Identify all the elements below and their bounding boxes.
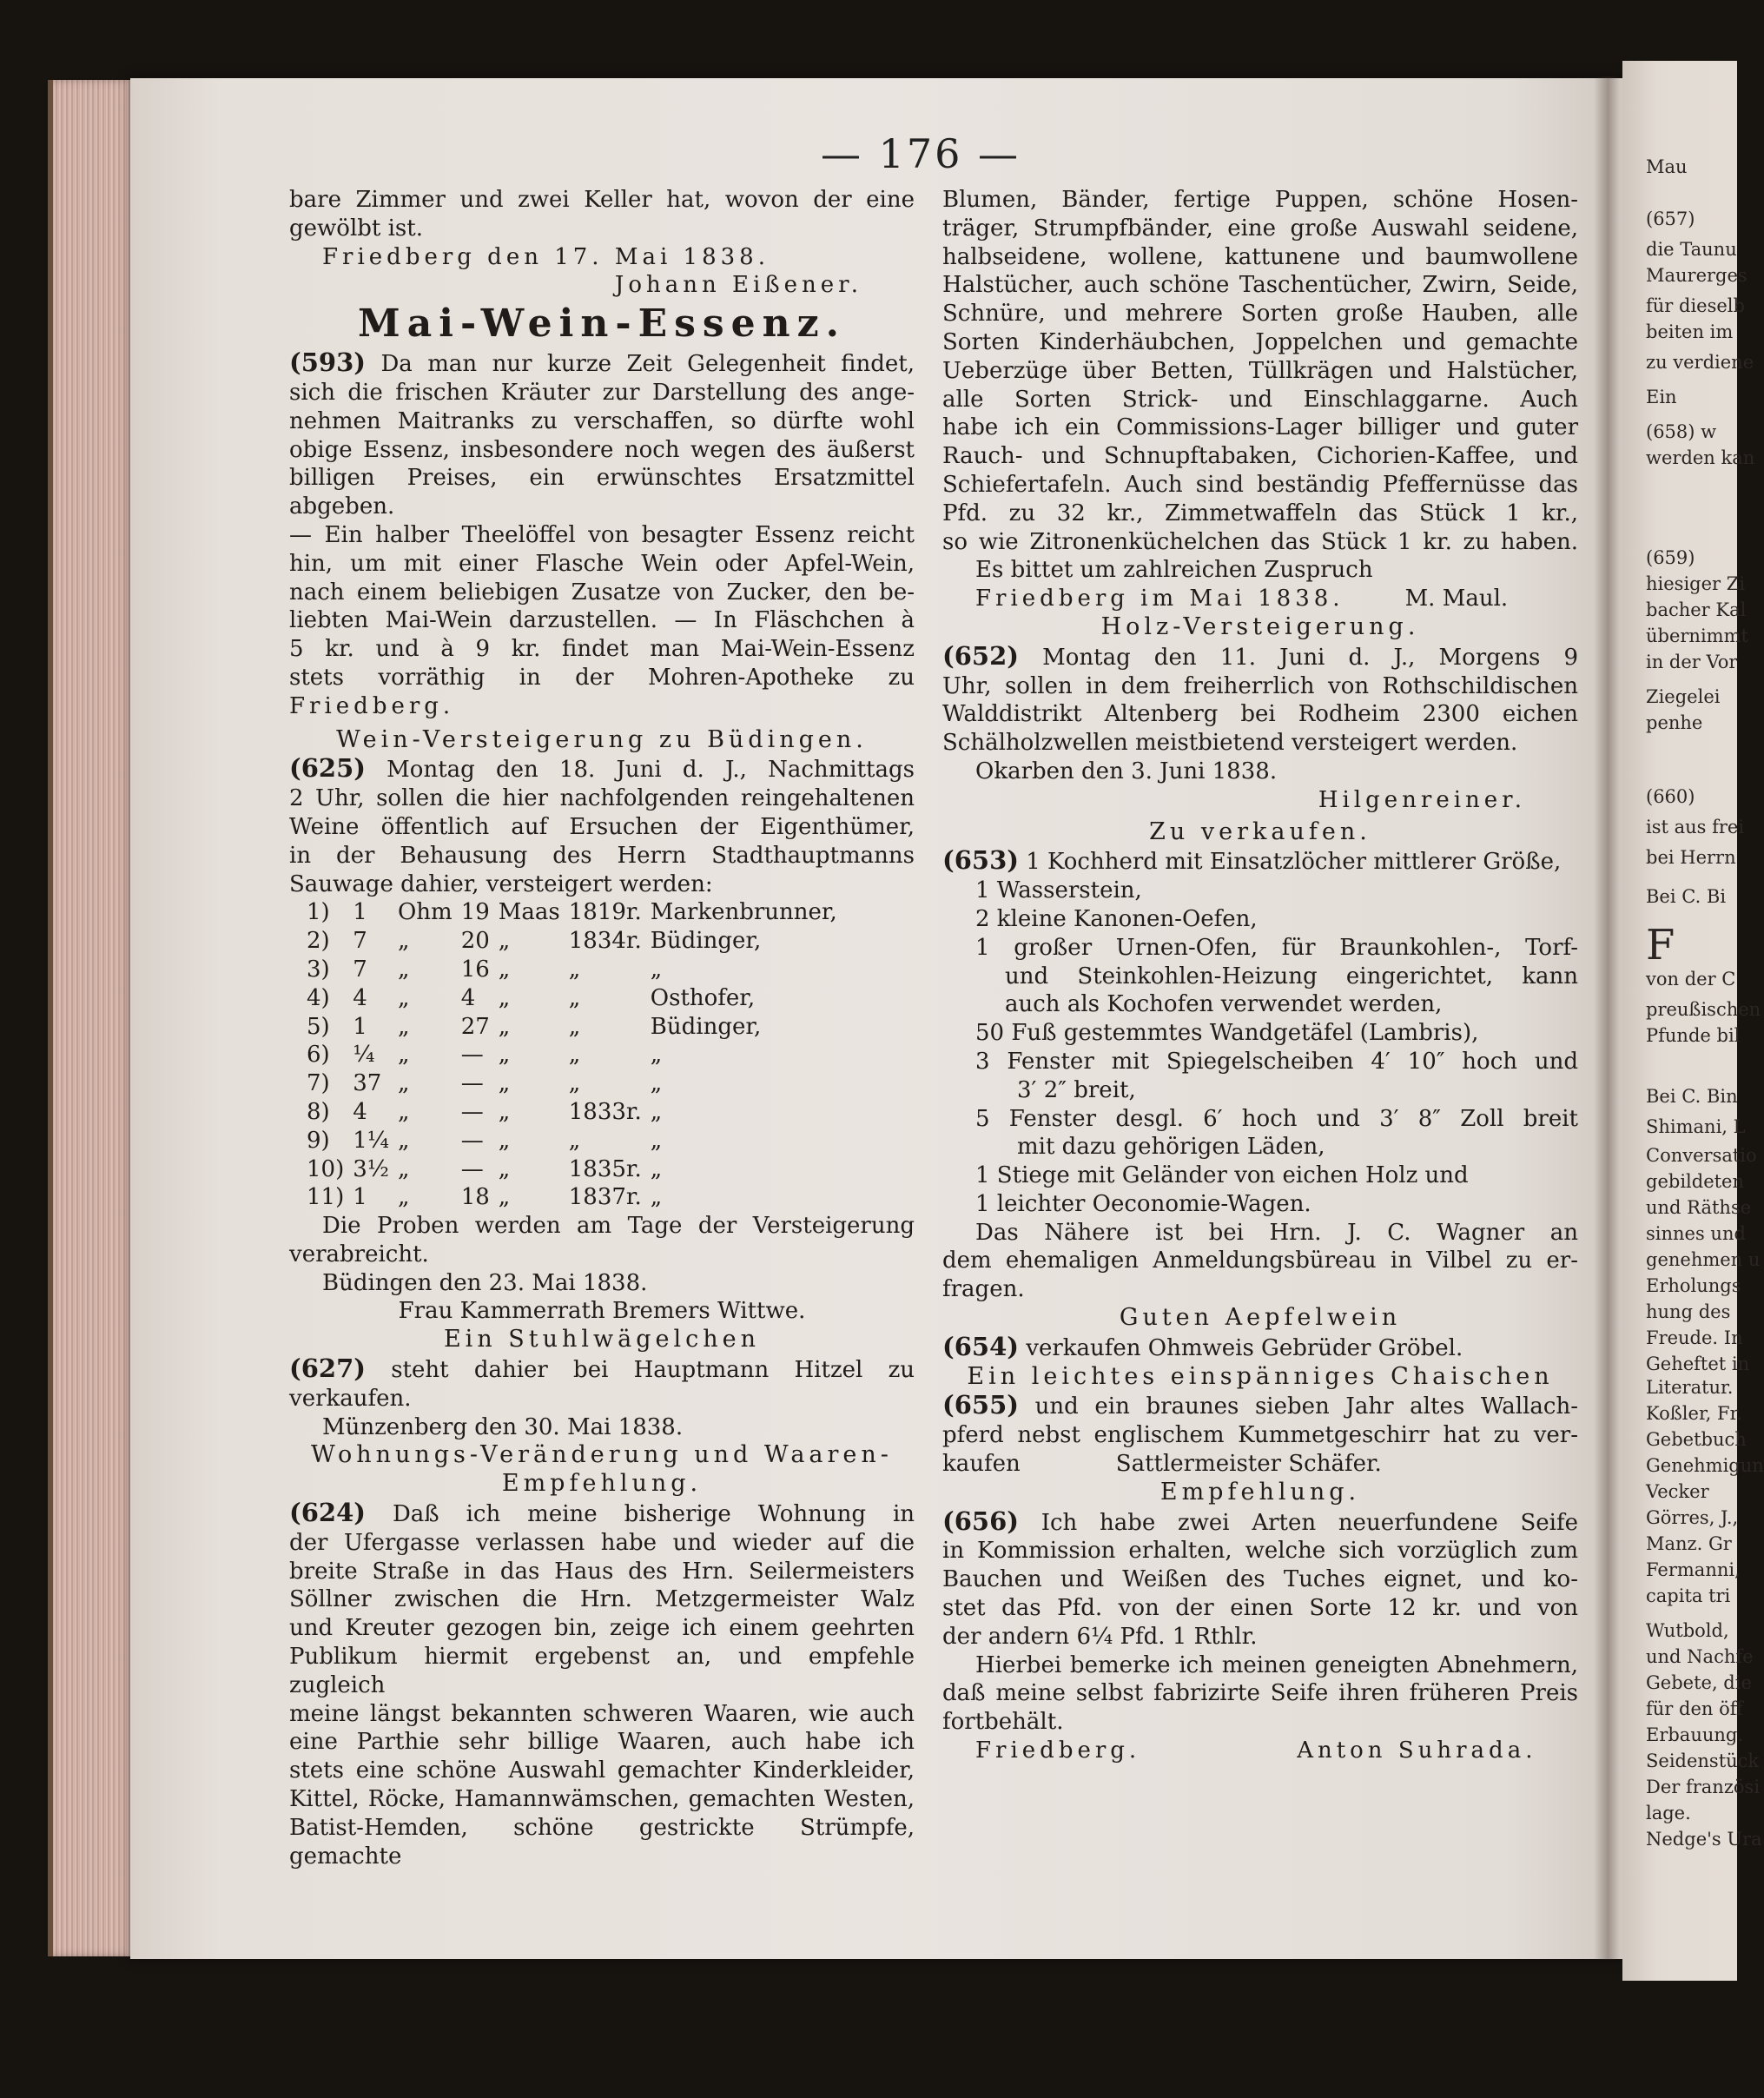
- adjacent-page-fragment: Nedge's Ura: [1646, 1829, 1762, 1850]
- text-line: habe ich ein Commissions-Lager billiger und guter: [942, 414, 1578, 441]
- wine-amount: 18: [460, 1184, 490, 1211]
- text-line: Sauwage dahier, versteigert werden:: [289, 870, 713, 897]
- adjacent-page-fragment: Seidenstück: [1646, 1751, 1760, 1771]
- list-item: 1 großer Urnen-Ofen, für Braunkohlen-, Torf-: [975, 934, 1578, 961]
- wine-unit: „: [397, 1013, 410, 1040]
- section-heading: Ein leichtes einspänniges Chaischen: [967, 1362, 1554, 1390]
- wine-no: 11): [307, 1184, 345, 1211]
- text-line: — Ein halber Theelöffel von besagter Essenz reicht: [289, 521, 915, 548]
- text-line: Es bittet um zahlreichen Zuspruch: [975, 557, 1373, 584]
- wine-year: „: [568, 1013, 581, 1040]
- adjacent-page-fragment: werden kan: [1646, 447, 1755, 468]
- adjacent-page-fragment: sinnes und: [1646, 1223, 1746, 1244]
- adjacent-page-fragment: Vecker: [1646, 1481, 1709, 1502]
- wine-name: Büdinger,: [650, 928, 762, 955]
- wine-unit: „: [397, 984, 410, 1011]
- adjacent-page-fragment: Ein: [1646, 387, 1677, 407]
- wine-amount: 27: [460, 1013, 490, 1040]
- wine-no: 10): [307, 1155, 345, 1182]
- adjacent-page-fragment: bei Herrn: [1646, 847, 1736, 868]
- text-line: (653) 1 Kochherd mit Einsatzlöcher mittlerer Größe,: [942, 845, 1562, 876]
- text-line: alle Sorten Strick- und Einschlaggarne. Auch: [942, 386, 1578, 413]
- text-line: Kittel, Röcke, Hamannwämschen, gemachten Westen,: [289, 1786, 915, 1813]
- signature: Johann Eißener.: [614, 272, 862, 299]
- list-item: auch als Kochofen verwendet werden,: [1005, 991, 1443, 1018]
- section-heading: Wein-Versteigerung zu Büdingen.: [336, 725, 868, 753]
- dateline: Münzenberg den 30. Mai 1838.: [322, 1413, 684, 1440]
- wine-year: 1819r.: [568, 899, 642, 926]
- text-line: Schälholzwellen meistbietend versteigert werden.: [942, 730, 1518, 757]
- adjacent-page-fragment: Fermanni,: [1646, 1559, 1741, 1580]
- adjacent-page-fragment: (659): [1646, 547, 1695, 568]
- section-heading: Zu verkaufen.: [1149, 817, 1371, 845]
- wine-name: „: [650, 1042, 663, 1069]
- text-line: (654) verkaufen Ohmweis Gebrüder Gröbel.: [942, 1331, 1463, 1361]
- wine-qty: ¼: [353, 1042, 375, 1069]
- dateline: Friedberg im Mai 1838.: [975, 586, 1344, 612]
- wine-qty: 7: [353, 956, 367, 983]
- wine-qty: 1: [353, 1184, 367, 1211]
- wine-unit2: „: [498, 928, 511, 955]
- adjacent-page-fragment: penhe: [1646, 712, 1703, 733]
- wine-unit: Ohm: [397, 899, 453, 926]
- wine-amount: —: [460, 1155, 484, 1182]
- text-line: halbseidene, wollene, kattunene und baumwollene: [942, 243, 1578, 270]
- wine-amount: —: [460, 1070, 484, 1097]
- text-line: Publikum hiermit ergebenst an, und empfehle zugleich: [289, 1644, 915, 1698]
- adjacent-page-fragment: Koßler, Fr.: [1646, 1403, 1742, 1424]
- text-line: stet das Pfd. von der einen Sorte 12 kr. und von: [942, 1595, 1578, 1622]
- wine-amount: 4: [460, 984, 476, 1011]
- text-line: nehmen Maitranks zu verschaffen, so dürfte wohl: [289, 407, 915, 434]
- text-line: 2 Uhr, sollen die hier nachfolgenden reingehaltenen: [289, 785, 915, 812]
- wine-year: „: [568, 984, 581, 1011]
- wine-no: 9): [307, 1127, 330, 1154]
- wine-unit2: „: [498, 1155, 511, 1182]
- adjacent-page-fragment: Bei C. Bi: [1646, 886, 1727, 907]
- wine-name: Osthofer,: [650, 984, 756, 1011]
- wine-name: „: [650, 956, 663, 983]
- adjacent-page-fragment: Görres, J.,: [1646, 1507, 1739, 1528]
- section-heading: Holz-Versteigerung.: [1100, 612, 1420, 640]
- text-line: der andern 6¼ Pfd. 1 Rthlr.: [942, 1623, 1258, 1650]
- right-column: [942, 186, 1578, 1765]
- wine-name: Markenbrunner,: [650, 899, 837, 926]
- text-line: Die Proben werden am Tage der Versteigerung: [322, 1213, 915, 1240]
- text-line: gewölbt ist.: [289, 215, 423, 242]
- wine-amount: 16: [460, 956, 490, 983]
- wine-unit: „: [397, 928, 410, 955]
- adjacent-page-fragment: für dieselb: [1646, 295, 1745, 316]
- signature: Hilgenreiner.: [1318, 786, 1526, 813]
- text-line: verabreicht.: [289, 1241, 429, 1267]
- adjacent-page-fragment: Shimani, L: [1646, 1116, 1746, 1137]
- text-line: sich die frischen Kräuter zur Darstellung des ange-: [289, 379, 915, 406]
- adjacent-page-fragment: Maurerges: [1646, 265, 1747, 286]
- ad-number: (593): [289, 347, 366, 378]
- adjacent-page-fragment: in der Vor: [1646, 652, 1738, 672]
- adjacent-page-fragment: beiten im: [1646, 321, 1734, 342]
- text-line: (625) Montag den 18. Juni d. J., Nachmittags: [289, 753, 915, 784]
- text-line: meine längst bekannten schweren Waaren, wie auch: [289, 1700, 915, 1727]
- text-line: (627) steht dahier bei Hauptmann Hitzel zu: [289, 1353, 915, 1384]
- text-line: liebten Mai-Wein darzustellen. — In Fläschchen à: [289, 607, 915, 634]
- text-line: Hierbei bemerke ich meinen geneigten Abnehmern,: [975, 1651, 1578, 1678]
- section-heading: Empfehlung.: [1159, 1478, 1361, 1506]
- adjacent-page-fragment: Pfunde bil: [1646, 1025, 1741, 1046]
- text-line: (656) Ich habe zwei Arten neuerfundene Seife: [942, 1506, 1579, 1536]
- adjacent-page-fragment: Der französi: [1646, 1777, 1761, 1797]
- wine-unit: „: [397, 1127, 410, 1154]
- wine-year: „: [568, 1127, 581, 1154]
- text-line: fortbehält.: [942, 1709, 1064, 1736]
- adjacent-page-fragment: von der C: [1646, 969, 1736, 989]
- wine-no: 7): [307, 1070, 330, 1097]
- wine-year: „: [568, 956, 581, 983]
- text-line: hin, um mit einer Flasche Wein oder Apfel-Wein,: [289, 550, 915, 577]
- text-line: stets eine schöne Auswahl gemachter Kinderkleider,: [289, 1757, 915, 1784]
- text-line: in der Behausung des Herrn Stadthauptmanns: [289, 842, 915, 869]
- ad-number: (625): [289, 753, 366, 784]
- wine-qty: 1: [353, 899, 367, 926]
- text-line: Weine öffentlich auf Ersuchen der Eigenthümer,: [289, 813, 915, 840]
- adjacent-page-fragment: capita tri: [1646, 1585, 1731, 1606]
- adjacent-page-fragment: hung des: [1646, 1301, 1731, 1322]
- wine-row: [307, 1041, 846, 1069]
- text-line: fragen.: [942, 1276, 1025, 1303]
- wine-name: „: [650, 1127, 663, 1154]
- text-line: (624) Daß ich meine bisherige Wohnung in: [289, 1498, 915, 1528]
- adjacent-page-fragment: hiesiger Zi: [1646, 573, 1746, 594]
- wine-row: [307, 1127, 846, 1155]
- wine-unit: „: [397, 1155, 410, 1182]
- wine-row: [307, 1155, 846, 1184]
- adjacent-page-fragment: genehmen u: [1646, 1249, 1761, 1270]
- text-line: billigen Preises, ein erwünschtes Ersatzmittel abgeben.: [289, 465, 915, 520]
- wine-unit: „: [397, 1042, 410, 1069]
- wine-qty: 4: [353, 984, 367, 1011]
- text-line: Ueberzüge über Betten, Tüllkrägen und Halstücher,: [942, 357, 1578, 384]
- text-line: daß meine selbst fabrizirte Seife ihren früheren Preis: [942, 1680, 1578, 1707]
- text-line: Halstücher, auch schöne Taschentücher, Zwirn, Seide,: [942, 272, 1578, 299]
- text-line: verkaufen.: [289, 1385, 412, 1412]
- adjacent-page-fragment: und Räthse: [1646, 1197, 1752, 1218]
- wine-name: Büdinger,: [650, 1013, 762, 1040]
- adjacent-page-fragment: übernimmt: [1646, 625, 1748, 646]
- wine-name: „: [650, 1155, 663, 1182]
- list-item: 1 leichter Oeconomie-Wagen.: [975, 1190, 1311, 1217]
- text-line: Friedberg.: [289, 692, 455, 719]
- ad-number: (624): [289, 1498, 366, 1528]
- ad-number: (653): [942, 845, 1019, 876]
- ad-number: (654): [942, 1331, 1019, 1361]
- list-item: 3′ 2″ breit,: [1017, 1076, 1136, 1103]
- left-column: [289, 186, 915, 1870]
- wine-no: 1): [307, 899, 330, 926]
- wine-year: 1835r.: [568, 1155, 642, 1182]
- wine-unit2: „: [498, 1042, 511, 1069]
- adjacent-page-fragment: bacher Kal: [1646, 599, 1747, 620]
- list-item: 3 Fenster mit Spiegelscheiben 4′ 10″ hoch und: [975, 1048, 1578, 1075]
- wine-no: 4): [307, 984, 330, 1011]
- wine-name: „: [650, 1070, 663, 1097]
- wine-unit2: „: [498, 1184, 511, 1211]
- text-line: Walddistrikt Altenberg bei Rodheim 2300 eichen: [942, 701, 1578, 728]
- text-line: (652) Montag den 11. Juni d. J., Morgens 9: [942, 640, 1578, 671]
- adjacent-page-fragment: Wutbold,: [1646, 1620, 1729, 1641]
- list-item: mit dazu gehörigen Läden,: [1017, 1134, 1325, 1161]
- ad-number: (656): [942, 1506, 1019, 1536]
- text-line: pferd nebst englischem Kummetgeschirr hat zu ver-: [942, 1422, 1578, 1449]
- adjacent-page-fragment: Manz. Gr: [1646, 1533, 1732, 1554]
- text-line: Blumen, Bänder, fertige Puppen, schöne Hosen-: [942, 187, 1578, 213]
- wine-row: [307, 1183, 846, 1212]
- wine-year: 1833r.: [568, 1098, 642, 1125]
- adjacent-page-fragment: (658) w: [1646, 421, 1717, 442]
- wine-qty: 1: [353, 1013, 367, 1040]
- text-line: kaufen Sattlermeister Schäfer.: [942, 1451, 1382, 1478]
- text-line: bare Zimmer und zwei Keller hat, wovon der eine: [289, 187, 915, 213]
- text-line: Söllner zwischen die Hrn. Metzgermeister Walz: [289, 1586, 915, 1613]
- signature: M. Maul.: [1404, 586, 1509, 612]
- dateline: Friedberg den 17. Mai 1838.: [322, 243, 770, 270]
- wine-unit2: „: [498, 1070, 511, 1097]
- ad-number: (655): [942, 1390, 1019, 1420]
- wine-unit: „: [397, 956, 410, 983]
- adjacent-page-fragment: zu verdiene: [1646, 352, 1754, 373]
- wine-row: [307, 898, 846, 927]
- adjacent-page-fragment: Literatur.: [1646, 1377, 1734, 1398]
- wine-year: 1837r.: [568, 1184, 642, 1211]
- wine-unit2: „: [498, 1098, 511, 1125]
- adjacent-page-fragment: Bei C. Bin: [1646, 1086, 1738, 1107]
- section-heading: Guten Aepfelwein: [1119, 1304, 1402, 1332]
- text-line: stets vorräthig in der Mohren-Apotheke zu: [289, 664, 915, 691]
- wine-qty: 4: [353, 1098, 367, 1125]
- wine-unit: „: [397, 1098, 410, 1125]
- wine-unit2: „: [498, 1013, 511, 1040]
- text-line: nach einem beliebigen Zusatze von Zucker, den be-: [289, 579, 915, 606]
- text-line: Bauchen und Weißen des Tuches eignet, und ko-: [942, 1566, 1578, 1593]
- dateline-row: [942, 585, 1578, 613]
- list-item: 1 Stiege mit Geländer von eichen Holz und: [975, 1162, 1469, 1189]
- wine-no: 5): [307, 1013, 330, 1040]
- wine-year: 1834r.: [568, 928, 642, 955]
- text-line: träger, Strumpfbänder, eine große Auswahl seidene,: [942, 215, 1578, 242]
- text-line: Batist-Hemden, schöne gestrickte Strümpfe, gemachte: [289, 1814, 915, 1870]
- wine-no: 6): [307, 1042, 330, 1069]
- wine-amount: 19: [460, 899, 490, 926]
- adjacent-page-fragment: für den öff: [1646, 1698, 1743, 1719]
- text-line: obige Essenz, insbesondere noch wegen des äußerst: [289, 436, 915, 463]
- adjacent-page-fragment: (660): [1646, 786, 1695, 807]
- dateline-row: [942, 1737, 1578, 1765]
- wine-qty: 7: [353, 928, 367, 955]
- text-line: Schiefertafeln. Auch sind beständig Pfeffernüsse das: [942, 471, 1578, 498]
- wine-no: 3): [307, 956, 330, 983]
- text-line: (593) Da man nur kurze Zeit Gelegenheit findet,: [289, 347, 915, 378]
- adjacent-page-fragment: Mau: [1646, 156, 1688, 177]
- adjacent-page-fragment: Gebete, die: [1646, 1672, 1752, 1693]
- dateline: Okarben den 3. Juni 1838.: [975, 758, 1278, 784]
- text-line: Rauch- und Schnupftabaken, Cichorien-Kaffee, und: [942, 443, 1578, 470]
- adjacent-page-fragment: Gebetbuch: [1646, 1429, 1747, 1450]
- ad-number: (627): [289, 1353, 366, 1384]
- section-heading: Ein Stuhlwägelchen: [443, 1326, 761, 1353]
- signature: Frau Kammerrath Bremers Wittwe.: [398, 1298, 806, 1325]
- text-line: eine Parthie sehr billige Waaren, auch habe ich: [289, 1729, 915, 1756]
- wine-year: „: [568, 1042, 581, 1069]
- section-heading: Wohnungs-Veränderung und Waaren-: [311, 1441, 893, 1469]
- wine-qty: 3½: [353, 1155, 389, 1182]
- adjacent-page-fragment: die Taunu: [1646, 239, 1737, 260]
- text-line: der Ufergasse verlassen habe und wieder auf die: [289, 1529, 915, 1556]
- wine-unit: „: [397, 1184, 410, 1211]
- adjacent-page-fragment: Ziegelei: [1646, 686, 1721, 707]
- page-edges: [48, 80, 140, 1956]
- dateline: Büdingen den 23. Mai 1838.: [322, 1269, 648, 1296]
- wine-qty: 37: [353, 1070, 382, 1097]
- text-line: Pfd. zu 32 kr., Zimmetwaffeln das Stück 1 kr.,: [942, 500, 1578, 526]
- text-line: so wie Zitronenküchelchen das Stück 1 kr. zu haben.: [942, 528, 1578, 555]
- list-item: 2 kleine Kanonen-Oefen,: [975, 905, 1258, 932]
- adjacent-page-fragment: Erbauung.: [1646, 1724, 1744, 1745]
- adjacent-page-fragment: gebildeten: [1646, 1171, 1745, 1192]
- wine-amount: —: [460, 1098, 484, 1125]
- adjacent-page-fragment: Geheftet in: [1646, 1353, 1750, 1374]
- adjacent-page-fragment: ist aus frei: [1646, 817, 1745, 837]
- list-item: und Steinkohlen-Heizung eingerichtet, kann: [1005, 963, 1578, 989]
- wine-qty: 1¼: [353, 1127, 389, 1154]
- wine-unit2: „: [498, 956, 511, 983]
- text-line: Schnüre, und mehrere Sorten große Hauben, alle: [942, 301, 1578, 328]
- list-item: 50 Fuß gestemmtes Wandgetäfel (Lambris),: [975, 1020, 1479, 1047]
- wine-no: 8): [307, 1098, 330, 1125]
- wine-unit: „: [397, 1070, 410, 1097]
- wine-name: „: [650, 1184, 663, 1211]
- wine-no: 2): [307, 928, 330, 955]
- text-line: Uhr, sollen in dem freiherrlich von Rothschildischen: [942, 672, 1578, 699]
- signature: Anton Suhrada.: [1297, 1737, 1537, 1764]
- wine-unit2: „: [498, 1127, 511, 1154]
- section-heading: Mai-Wein-Essenz.: [358, 301, 846, 347]
- adjacent-page-fragment: Conversatio: [1646, 1145, 1757, 1166]
- adjacent-page-fragment: preußischen: [1646, 999, 1761, 1020]
- wine-row: [307, 1098, 846, 1127]
- adjacent-page-fragment: Freude. In: [1646, 1327, 1743, 1348]
- wine-amount: 20: [460, 928, 490, 955]
- wine-amount: —: [460, 1042, 484, 1069]
- adjacent-page-fragment: und Nachfe: [1646, 1646, 1754, 1667]
- adjacent-page-fragment: Erholungs: [1646, 1275, 1741, 1296]
- adjacent-page-fragment: (657): [1646, 208, 1695, 229]
- text-line: in Kommission erhalten, welche sich vorzüglich zum: [942, 1538, 1578, 1565]
- list-item: 5 Fenster desgl. 6′ hoch und 3′ 8″ Zoll breit: [975, 1105, 1578, 1132]
- wine-name: „: [650, 1098, 663, 1125]
- text-line: und Kreuter gezogen bin, zeige ich einem geehrten: [289, 1615, 915, 1642]
- text-line: dem ehemaligen Anmeldungsbüreau in Vilbel zu er-: [942, 1248, 1578, 1274]
- text-line: 5 kr. und à 9 kr. findet man Mai-Wein-Essenz: [289, 636, 915, 663]
- list-item: 1 Wasserstein,: [975, 877, 1142, 904]
- text-line: Sorten Kinderhäubchen, Joppelchen und gemachte: [942, 328, 1578, 355]
- wine-year: „: [568, 1070, 581, 1097]
- text-line: breite Straße in das Haus des Hrn. Seilermeisters: [289, 1558, 915, 1585]
- wine-row: [307, 1013, 846, 1042]
- wine-row: [307, 956, 846, 984]
- wine-unit2: „: [498, 984, 511, 1011]
- book-gutter: [1594, 76, 1620, 1960]
- wine-amount: —: [460, 1127, 484, 1154]
- wine-row: [307, 927, 846, 956]
- section-heading: Empfehlung.: [501, 1470, 703, 1498]
- text-line: (655) und ein braunes sieben Jahr altes Wallach-: [942, 1390, 1579, 1420]
- adjacent-page-fragment: Genehmigun: [1646, 1455, 1764, 1476]
- wine-list-table: [307, 898, 846, 1212]
- wine-unit2: Maas: [498, 899, 560, 926]
- adjacent-page-fragment: lage.: [1646, 1803, 1691, 1823]
- dateline: Friedberg.: [975, 1737, 1141, 1764]
- page-number: — 176 —: [820, 130, 1021, 177]
- adjacent-page-fragment: F: [1646, 921, 1675, 970]
- ad-number: (652): [942, 640, 1019, 671]
- text-line: Das Nähere ist bei Hrn. J. C. Wagner an: [975, 1219, 1578, 1246]
- wine-row: [307, 984, 846, 1013]
- wine-row: [307, 1069, 846, 1098]
